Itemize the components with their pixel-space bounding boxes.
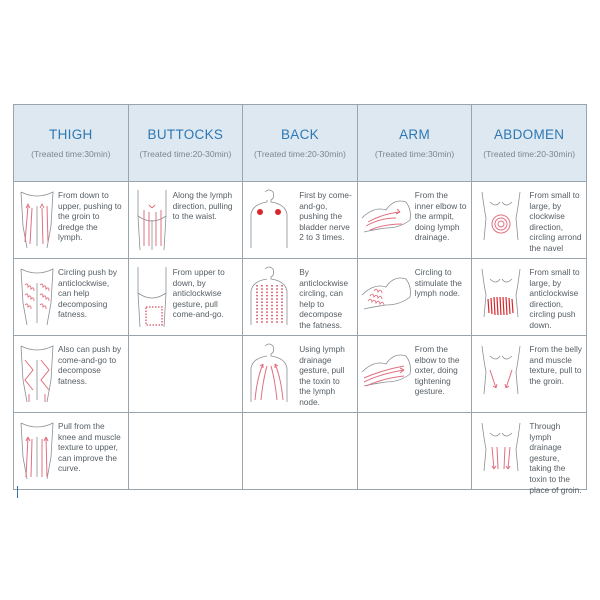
instruction-text: From down to upper, pushing to the groin to dredge the lymph. (58, 190, 122, 243)
header-back (243, 105, 358, 182)
back-illustration-icon (247, 342, 291, 406)
cell-arm-1 (357, 182, 472, 259)
arm-illustration-icon (360, 265, 414, 317)
cell-back-3 (243, 336, 358, 413)
cell-back-2 (243, 259, 358, 336)
instruction-text: From the elbow to the oxter, doing tightening gesture. (414, 344, 460, 397)
cell-back-1 (243, 182, 358, 259)
cell-thigh-3 (14, 336, 129, 413)
instruction-text: From small to large, by anticlockwise direction, circling push down. (529, 267, 580, 330)
buttocks-illustration-icon (132, 263, 172, 329)
table-row (14, 413, 587, 490)
header-arm (357, 105, 472, 182)
back-illustration-icon (247, 265, 291, 329)
header-buttocks (128, 105, 243, 182)
instruction-text: From small to large, by clockwise direction, circling arrond the navel (529, 190, 582, 253)
instruction-text: From the belly and muscle texture, pull to the groin. (529, 344, 582, 386)
column-treated-time: (Treated time:30min) (31, 149, 111, 159)
instruction-text: From the inner elbow to the armpit, doing lymph drainage. (414, 190, 467, 243)
column-title: BACK (281, 127, 319, 142)
cell-abdomen-3 (472, 336, 587, 413)
cell-arm-2 (357, 259, 472, 336)
cell-buttocks-1 (128, 182, 243, 259)
instruction-text: From upper to down, by anticlockwise gesture, pull come-and-go. (172, 267, 225, 320)
header-abdomen (472, 105, 587, 182)
abdomen-illustration-icon (474, 188, 528, 240)
arm-illustration-icon (360, 188, 414, 240)
cell-abdomen-1 (472, 182, 587, 259)
thigh-illustration-icon (17, 263, 57, 329)
instruction-text: Circling push by anticlockwise, can help decomposing fatness. (58, 267, 118, 320)
instruction-text: Using lymph drainage gesture, pull the toxin to the lymph node. (299, 344, 345, 407)
acupoint-dot (275, 209, 281, 215)
thigh-illustration-icon (17, 417, 57, 483)
table-row (14, 336, 587, 413)
thigh-illustration-icon (17, 186, 57, 252)
abdomen-illustration-icon (474, 342, 528, 394)
text-cursor (17, 486, 18, 498)
column-treated-time: (Treated time:30min) (374, 149, 455, 159)
instruction-text: Along the lymph direction, pulling to the waist. (172, 190, 233, 222)
column-treated-time: (Treated time:20-30min) (254, 149, 346, 159)
column-treated-time: (Treated time:20-30min) (139, 149, 232, 159)
cell-buttocks-4 (128, 413, 243, 490)
column-treated-time: (Treated time:20-30min) (483, 149, 576, 159)
acupoint-dot (257, 209, 263, 215)
back-illustration-icon (247, 188, 291, 252)
column-title: ABDOMEN (494, 127, 565, 142)
buttocks-illustration-icon (132, 186, 172, 252)
cell-thigh-2 (14, 259, 129, 336)
cell-thigh-1 (14, 182, 129, 259)
header-row (14, 105, 587, 182)
abdomen-illustration-icon (474, 265, 528, 317)
instruction-text: First by come-and-go, pushing the bladder nerve 2 to 3 times. (299, 190, 352, 243)
table-row (14, 182, 587, 259)
instruction-text: Through lymph drainage gesture, taking the toxin to the place of groin. (529, 421, 582, 495)
cell-arm-4 (357, 413, 472, 490)
column-title: THIGH (49, 127, 93, 142)
cell-arm-3 (357, 336, 472, 413)
cell-buttocks-3 (128, 336, 243, 413)
cell-abdomen-2 (472, 259, 587, 336)
column-title: BUTTOCKS (147, 127, 224, 142)
thigh-illustration-icon (17, 340, 57, 406)
treatment-chart-table (13, 104, 587, 495)
column-title: ARM (399, 127, 431, 142)
cell-back-4 (243, 413, 358, 490)
arm-illustration-icon (360, 342, 414, 394)
abdomen-illustration-icon (474, 419, 528, 471)
cell-abdomen-4 (472, 413, 587, 495)
instruction-text: Circling to stimulate the lymph node. (414, 267, 462, 299)
instruction-text: Pull from the knee and muscle texture to upper, can improve the curve. (58, 421, 121, 474)
cell-buttocks-2 (128, 259, 243, 336)
table-row (14, 259, 587, 336)
instruction-text: Also can push by come-and-go to decompose fatness. (58, 344, 122, 386)
instruction-text: By anticlockwise circling, can help to decompose the fatness. (299, 267, 349, 330)
cell-thigh-4 (14, 413, 129, 490)
header-thigh (14, 105, 129, 182)
